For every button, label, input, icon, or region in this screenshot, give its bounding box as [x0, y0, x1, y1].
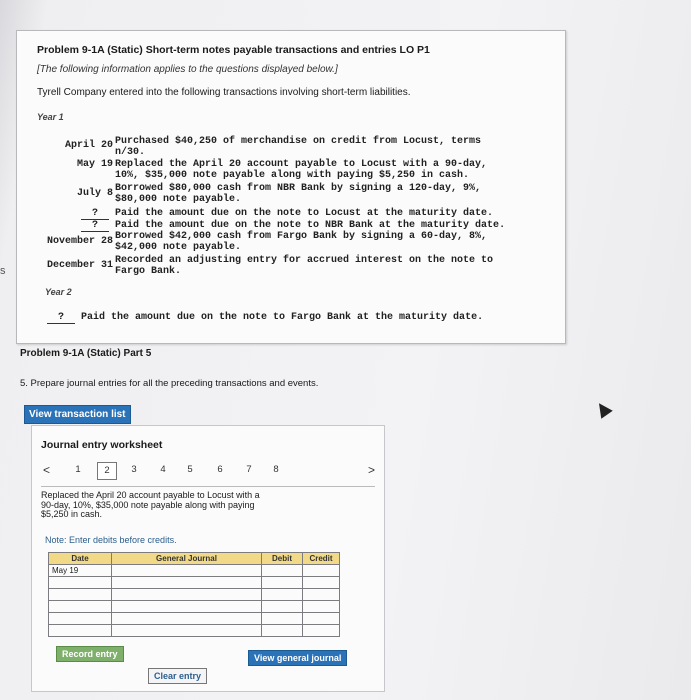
transaction-desc — [115, 136, 481, 158]
table-row — [49, 625, 340, 637]
desc-line: 10%, $35,000 note payable along with paying $5,250 in cash. — [115, 170, 470, 181]
debit-cell[interactable] — [262, 565, 303, 577]
transaction-description — [41, 486, 375, 523]
credit-cell[interactable] — [303, 601, 340, 613]
part-instruction: 5. Prepare journal entries for all the preceding transactions and events. — [20, 378, 319, 389]
desc-line: Fargo Bank. — [115, 266, 182, 277]
table-row — [49, 577, 340, 589]
col-general-journal: General Journal — [112, 553, 262, 565]
account-cell[interactable] — [112, 601, 262, 613]
transaction-desc — [115, 231, 487, 253]
mouse-cursor-icon — [593, 399, 612, 418]
transaction-desc — [115, 183, 481, 205]
debit-cell[interactable] — [262, 613, 303, 625]
date-cell[interactable] — [49, 613, 112, 625]
credit-cell[interactable] — [303, 577, 340, 589]
side-fragment: s — [0, 265, 6, 277]
table-row — [49, 613, 340, 625]
account-cell[interactable] — [112, 613, 262, 625]
page-5[interactable]: 5 — [187, 464, 193, 475]
blank-date: ? — [47, 312, 75, 324]
date-cell[interactable] — [49, 625, 112, 637]
col-debit: Debit — [262, 553, 303, 565]
table-header-row — [49, 553, 340, 565]
account-cell[interactable] — [112, 577, 262, 589]
table-row — [49, 565, 340, 577]
blank-date: ? — [81, 208, 109, 220]
transaction-desc: Paid the amount due on the note to Fargo Bank at the maturity date. — [81, 312, 484, 323]
problem-title: Problem 9-1A (Static) Short-term notes payable transactions and entries LO P1 — [37, 44, 430, 56]
debit-cell[interactable] — [262, 601, 303, 613]
part-title: Problem 9-1A (Static) Part 5 — [20, 348, 152, 359]
date-cell[interactable] — [49, 577, 112, 589]
date-cell[interactable] — [49, 589, 112, 601]
desc-line: Borrowed $42,000 cash from Fargo Bank by signing a 60-day, 8%, — [115, 231, 488, 242]
record-entry-button[interactable]: Record entry — [56, 646, 124, 662]
journal-entry-worksheet — [31, 425, 385, 692]
col-credit: Credit — [303, 553, 340, 565]
account-cell[interactable] — [112, 589, 262, 601]
page-6[interactable]: 6 — [217, 464, 223, 475]
desc-line: Purchased $40,250 of merchandise on credit from Locust, terms — [115, 136, 482, 147]
date-cell[interactable]: May 19 — [49, 565, 112, 577]
problem-intro: Tyrell Company entered into the following transactions involving short-term liabilities. — [37, 87, 411, 98]
view-general-journal-button[interactable]: View general journal — [248, 650, 347, 666]
clear-entry-button[interactable]: Clear entry — [148, 668, 207, 684]
transaction-date: December 31 — [46, 260, 113, 271]
account-cell[interactable] — [112, 565, 262, 577]
description-line: $5,250 in cash. — [41, 509, 103, 519]
table-row — [49, 589, 340, 601]
page-8[interactable]: 8 — [273, 464, 279, 475]
prev-chevron-icon[interactable]: < — [43, 463, 51, 477]
transaction-desc — [115, 159, 487, 181]
page-4[interactable]: 4 — [160, 464, 166, 475]
year1-label: Year 1 — [37, 112, 64, 122]
desc-line: $80,000 note payable. — [115, 194, 242, 205]
description-line: Replaced the April 20 account payable to Locust with a — [41, 490, 260, 500]
account-cell[interactable] — [112, 625, 262, 637]
transaction-date: April 20 — [64, 140, 113, 151]
info-note: [The following information applies to the questions displayed below.] — [37, 64, 338, 75]
credit-cell[interactable] — [303, 589, 340, 601]
page-1[interactable]: 1 — [75, 464, 81, 475]
worksheet-title: Journal entry worksheet — [41, 439, 163, 451]
unknown-date-blank — [81, 220, 109, 232]
page-3[interactable]: 3 — [131, 464, 137, 475]
date-cell[interactable] — [49, 601, 112, 613]
transaction-date: July 8 — [76, 188, 113, 199]
transaction-date: November 28 — [46, 236, 113, 247]
transaction-date: May 19 — [76, 159, 113, 170]
desc-line: n/30. — [115, 147, 146, 158]
view-transaction-list-button[interactable]: View transaction list — [24, 405, 131, 424]
credit-cell[interactable] — [303, 613, 340, 625]
description-line: 90-day, 10%, $35,000 note payable along with paying — [41, 499, 255, 510]
transaction-desc — [115, 255, 493, 277]
col-date: Date — [49, 553, 112, 565]
transaction-desc: Paid the amount due on the note to NBR Bank at the maturity date. — [115, 220, 506, 231]
desc-line: Recorded an adjusting entry for accrued interest on the note to — [115, 255, 494, 266]
desc-line: Borrowed $80,000 cash from NBR Bank by signing a 120-day, 9%, — [115, 183, 482, 194]
unknown-date-blank — [47, 312, 75, 324]
worksheet-pager — [41, 462, 375, 480]
unknown-date-blank — [81, 208, 109, 220]
transaction-desc: Paid the amount due on the note to Locust at the maturity date. — [115, 208, 494, 219]
table-row — [49, 601, 340, 613]
credit-cell[interactable] — [303, 625, 340, 637]
debit-cell[interactable] — [262, 589, 303, 601]
desc-line: $42,000 note payable. — [115, 242, 242, 253]
next-chevron-icon[interactable]: > — [368, 463, 376, 477]
credit-cell[interactable] — [303, 565, 340, 577]
year2-label: Year 2 — [45, 287, 72, 297]
blank-date: ? — [81, 220, 109, 232]
debit-cell[interactable] — [262, 577, 303, 589]
debit-cell[interactable] — [262, 625, 303, 637]
debits-note: Note: Enter debits before credits. — [45, 535, 177, 545]
page-2-active[interactable]: 2 — [97, 462, 117, 480]
problem-card — [16, 30, 566, 344]
page-7[interactable]: 7 — [246, 464, 252, 475]
desc-line: Replaced the April 20 account payable to Locust with a 90-day, — [115, 159, 488, 170]
journal-table — [48, 552, 340, 637]
